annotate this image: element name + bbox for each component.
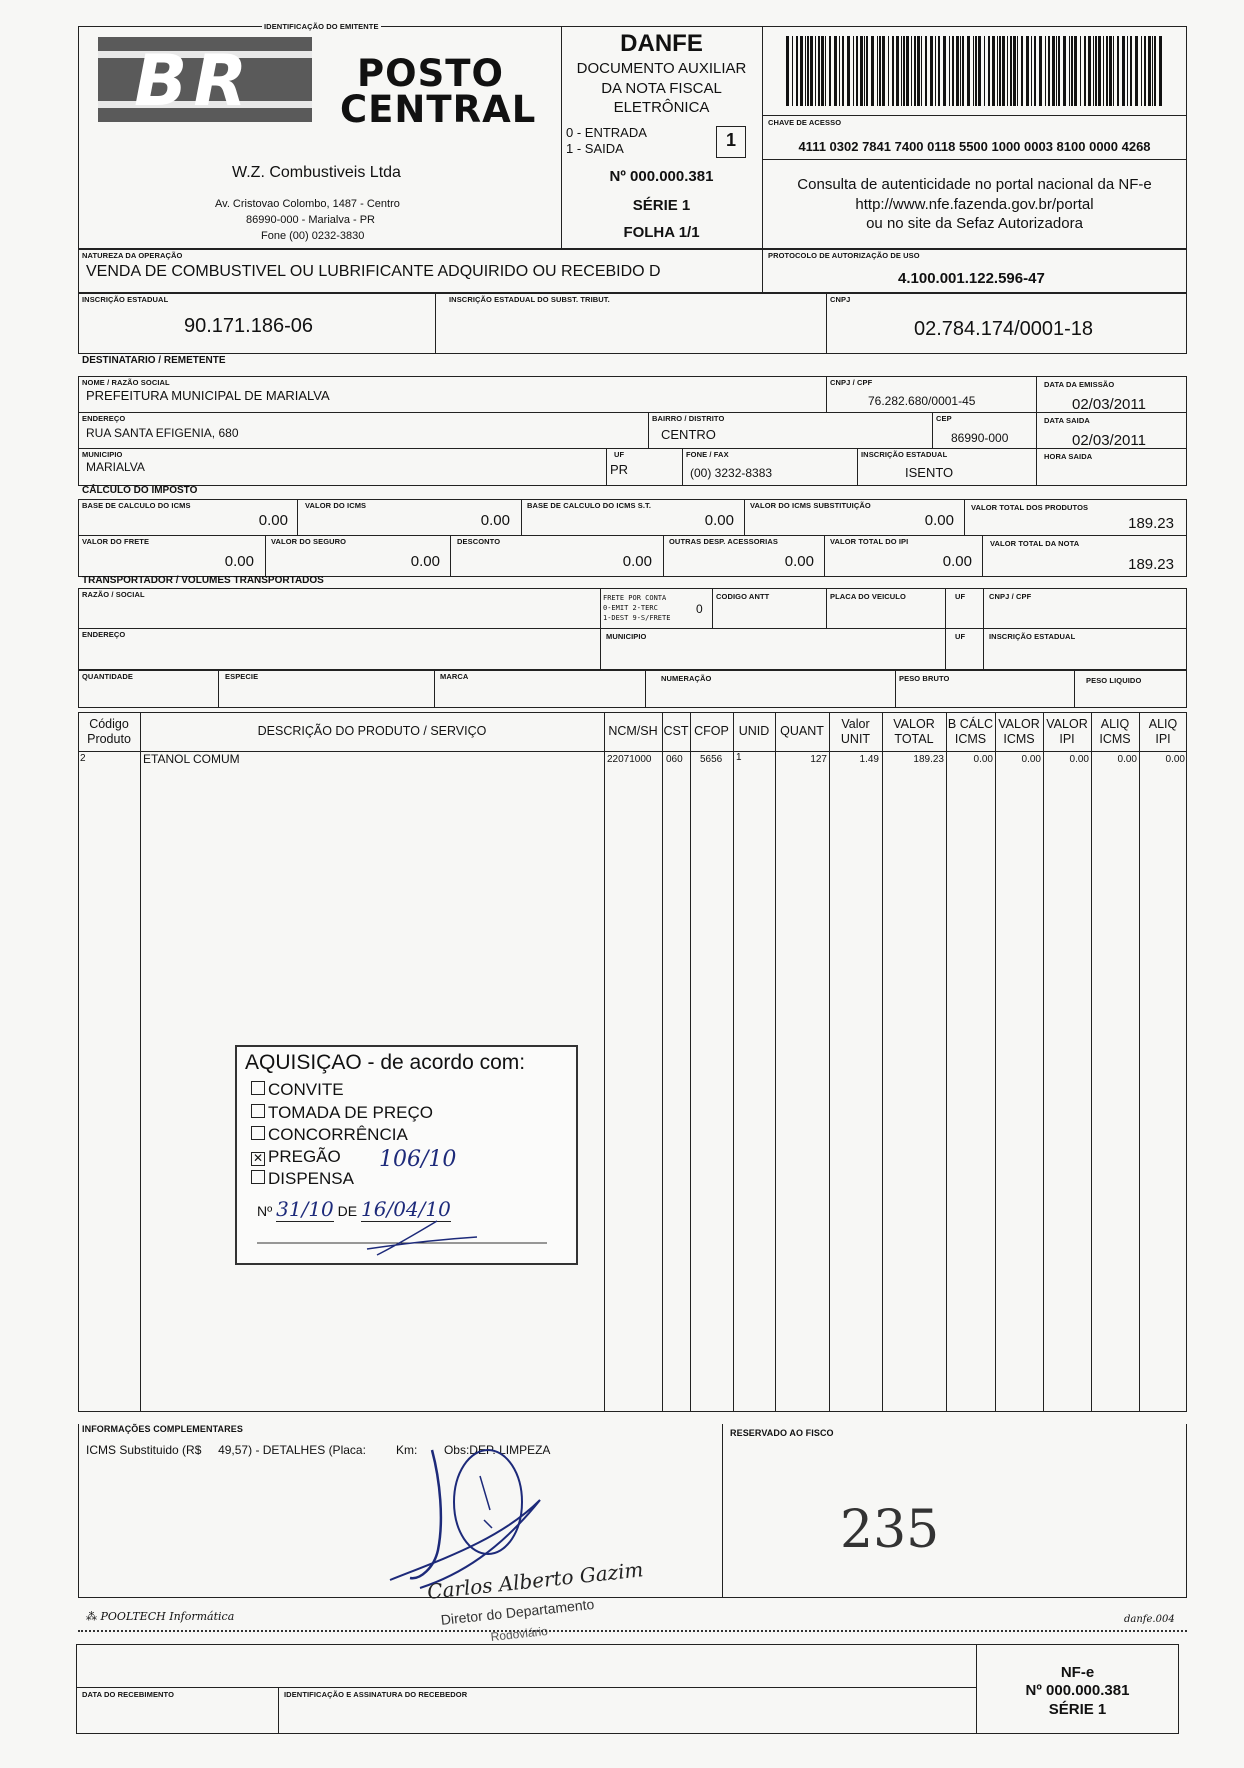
danfe-numero: Nº 000.000.381	[609, 168, 714, 185]
th-vicms: VALOR ICMS	[998, 717, 1040, 746]
barcode-bar	[853, 36, 854, 106]
barcode-bar	[1103, 36, 1104, 106]
barcode-bar	[921, 36, 922, 106]
barcode-bar	[973, 36, 974, 106]
outras: 0.00	[784, 553, 814, 570]
cell-codigo: 2	[80, 753, 86, 764]
barcode-bar	[818, 36, 820, 106]
dest-fone: (00) 3232-8383	[690, 466, 773, 480]
calculo-section: CÁLCULO DO IMPOSTO	[82, 485, 198, 496]
info-text: ICMS Substituido (R$ 49,57) - DETALHES (Placa: Km: Obs:DEP. LIMPEZA	[86, 1443, 551, 1457]
transp-uf-label: UF	[955, 592, 966, 601]
transp-razao-label: RAZÃO / SOCIAL	[82, 590, 145, 599]
barcode-bar	[866, 36, 868, 106]
barcode-bar	[839, 36, 840, 106]
ie-label: INSCRIÇÃO ESTADUAL	[82, 295, 169, 304]
dest-endereco-label: ENDEREÇO	[82, 414, 126, 423]
dest-municipio: MARIALVA	[86, 460, 145, 474]
barcode-bar	[997, 36, 998, 106]
consulta-line2: http://www.nfe.fazenda.gov.br/portal	[855, 196, 1094, 213]
frete-label: VALOR DO FRETE	[82, 537, 150, 546]
checkbox-icon	[251, 1104, 265, 1118]
barcode-bar	[1021, 36, 1023, 106]
fisco-handwritten: 235	[840, 1500, 940, 1560]
dest-cep: 86990-000	[951, 431, 1009, 445]
barcode-bar	[825, 36, 826, 106]
barcode-bar	[952, 36, 954, 106]
dest-cnpj: 76.282.680/0001-45	[868, 394, 976, 408]
cell-unid: 1	[736, 752, 742, 763]
barcode-bar	[1048, 36, 1050, 106]
protocolo-value: 4.100.001.122.596-47	[898, 270, 1045, 287]
barcode-bar	[1088, 36, 1091, 106]
danfe-subtitle-3: ELETRÔNICA	[613, 99, 710, 116]
th-ncm: NCM/SH	[608, 724, 658, 738]
destinatario-section: DESTINATARIO / REMETENTE	[82, 355, 226, 366]
barcode-bar	[903, 36, 905, 106]
signer-role-1: Diretor do Departamento	[440, 1595, 595, 1628]
cell-vunit: 1.49	[859, 754, 879, 765]
barcode-bar	[792, 36, 793, 106]
dest-nome: PREFEITURA MUNICIPAL DE MARIALVA	[86, 388, 330, 403]
barcode-bar	[1063, 36, 1066, 106]
barcode-bar	[911, 36, 912, 106]
barcode-bar	[1095, 36, 1097, 106]
consulta-line3: ou no site da Sefaz Autorizadora	[866, 215, 1083, 232]
barcode-bar	[1152, 36, 1153, 106]
dest-ie: ISENTO	[905, 465, 954, 480]
dest-cnpj-label: CNPJ / CPF	[830, 378, 873, 387]
dest-uf: PR	[610, 462, 629, 477]
logo-letters: BR	[134, 40, 254, 122]
barcode-bar	[1045, 36, 1046, 106]
barcode-bar	[988, 36, 990, 106]
danfe-title: DANFE	[620, 30, 703, 57]
dest-emissao: 02/03/2011	[1072, 396, 1146, 413]
seguro: 0.00	[410, 553, 440, 570]
dest-saida-label: DATA SAIDA	[1044, 416, 1090, 425]
signer-name: Carlos Alberto Gazim	[426, 1557, 645, 1604]
desconto: 0.00	[622, 553, 652, 570]
barcode-bar	[1127, 36, 1128, 106]
canhoto-numero: Nº 000.000.381	[1025, 1682, 1130, 1699]
stamp-ref: Nº 31/10 DE 16/04/10	[257, 1197, 451, 1221]
barcode-bar	[1056, 36, 1057, 106]
barcode-bar	[834, 36, 837, 106]
transp-ie-label: INSCRIÇÃO ESTADUAL	[989, 632, 1076, 641]
frete-conta-3: 1-DEST 9-S/FRETE	[603, 614, 671, 622]
transp-endereco-label: ENDEREÇO	[82, 630, 126, 639]
barcode-bar	[1106, 36, 1108, 106]
barcode-bar	[978, 36, 981, 106]
th-unid: UNID	[738, 724, 770, 738]
danfe-version: danfe.004	[1124, 1614, 1175, 1625]
th-quant: QUANT	[780, 724, 824, 738]
cell-descricao: ETANOL COMUM	[143, 752, 240, 766]
cell-cst: 060	[666, 754, 683, 765]
barcode-bar	[960, 36, 961, 106]
barcode-bar	[856, 36, 858, 106]
dest-cep-label: CEP	[936, 414, 952, 423]
barcode-bar	[1034, 36, 1036, 106]
barcode-bar	[1135, 36, 1138, 106]
barcode-bar	[877, 36, 878, 106]
barcode-bar	[1071, 36, 1073, 106]
stamp-option-concorrencia: CONCORRÊNCIA	[251, 1125, 408, 1145]
emitente-fone: Fone (00) 0232-3830	[261, 230, 365, 242]
dest-bairro-label: BAIRRO / DISTRITO	[652, 414, 725, 423]
barcode-bar	[1031, 36, 1032, 106]
barcode-bar	[935, 36, 936, 106]
barcode-bar	[1069, 36, 1070, 106]
barcode-bar	[888, 36, 889, 106]
cut-line	[78, 1630, 1187, 1632]
frete-conta-1: FRETE POR CONTA	[603, 594, 667, 602]
th-vtotal: VALOR TOTAL	[893, 717, 935, 746]
barcode-bar	[786, 36, 789, 106]
barcode-bar	[879, 36, 881, 106]
checked-box-icon: ✕	[252, 1151, 264, 1165]
canhoto-serie: SÉRIE 1	[1048, 1701, 1107, 1718]
dest-municipio-label: MUNICIPIO	[82, 450, 123, 459]
barcode-bar	[914, 36, 916, 106]
barcode-bar	[1080, 36, 1081, 106]
bruto-label: PESO BRUTO	[899, 674, 950, 683]
br-logo	[98, 37, 312, 122]
cnpj-value: 02.784.174/0001-18	[914, 318, 1094, 340]
dest-ie-label: INSCRIÇÃO ESTADUAL	[861, 450, 948, 459]
barcode-bar	[1113, 36, 1114, 106]
total-prod-label: VALOR TOTAL DOS PRODUTOS	[971, 503, 1089, 512]
barcode-bar	[992, 36, 995, 106]
barcode-bar	[925, 36, 927, 106]
th-descricao: DESCRIÇÃO DO PRODUTO / SERVIÇO	[257, 724, 487, 738]
especie-label: ESPECIE	[225, 672, 259, 681]
ie-value: 90.171.186-06	[184, 315, 314, 337]
total-nota-label: VALOR TOTAL DA NOTA	[990, 539, 1080, 548]
barcode-bar	[1109, 36, 1112, 106]
base-st: 0.00	[704, 512, 734, 529]
barcode-bar	[805, 36, 806, 106]
emitente-endereco: Av. Cristovao Colombo, 1487 - Centro	[215, 198, 400, 210]
marca-label: MARCA	[440, 672, 469, 681]
transp-municipio-label: MUNICIPIO	[606, 632, 647, 641]
emitente-razao: W.Z. Combustiveis Ltda	[232, 164, 401, 181]
ipi: 0.00	[942, 553, 972, 570]
base-st-label: BASE DE CALCULO DO ICMS S.T.	[527, 501, 652, 510]
barcode-bar	[815, 36, 816, 106]
qtd-label: QUANTIDADE	[82, 672, 133, 681]
barcode-bar	[1017, 36, 1018, 106]
barcode-bar	[1154, 36, 1156, 106]
th-codigo: Código Produto	[87, 717, 131, 746]
barcode-bar	[1058, 36, 1060, 106]
valor-st: 0.00	[924, 512, 954, 529]
frete-conta-2: 0-EMIT 2-TERC	[603, 604, 658, 612]
barcode-bar	[1052, 36, 1055, 106]
barcode-bar	[949, 36, 950, 106]
cell-vipi: 0.00	[1069, 754, 1089, 765]
danfe-subtitle-1: DOCUMENTO AUXILIAR	[576, 60, 747, 77]
barcode-bar	[847, 36, 850, 106]
signer-role-2: Rodoviário	[490, 1624, 549, 1644]
barcode-bar	[1117, 36, 1119, 106]
barcode-bar	[1148, 36, 1151, 106]
seguro-label: VALOR DO SEGURO	[271, 537, 347, 546]
cell-bcalc: 0.00	[973, 754, 993, 765]
th-aicms: ALIQ ICMS	[1099, 717, 1131, 746]
barcode-bar	[807, 36, 809, 106]
valor-st-label: VALOR DO ICMS SUBSTITUIÇÃO	[750, 501, 871, 510]
dest-nome-label: NOME / RAZÃO SOCIAL	[82, 378, 170, 387]
barcode-bar	[1013, 36, 1016, 106]
barcode-bar	[1093, 36, 1094, 106]
barcode-bar	[1007, 36, 1008, 106]
desconto-label: DESCONTO	[457, 537, 501, 546]
logo-name-1: POSTO	[357, 52, 504, 95]
antt-label: CODIGO ANTT	[716, 592, 770, 601]
recebedor-label: IDENTIFICAÇÃO E ASSINATURA DO RECEBEDOR	[284, 1690, 468, 1699]
barcode-bar	[1141, 36, 1142, 106]
barcode-bar	[1098, 36, 1101, 106]
cnpj-label: CNPJ	[830, 295, 851, 304]
th-aipi: ALIQ IPI	[1148, 717, 1178, 746]
barcode-bar	[1130, 36, 1132, 106]
barcode-bar	[1002, 36, 1005, 106]
frete: 0.00	[224, 553, 254, 570]
danfe-entrada: 0 - ENTRADA	[566, 125, 647, 140]
protocolo-label: PROTOCOLO DE AUTORIZAÇÃO DE USO	[768, 251, 920, 260]
placa-label: PLACA DO VEICULO	[830, 592, 906, 601]
canhoto-nfe: NF-e	[1060, 1664, 1095, 1681]
checkbox-icon	[251, 1081, 265, 1095]
fisco-label: RESERVADO AO FISCO	[730, 1428, 834, 1438]
barcode-bar	[871, 36, 874, 106]
software-credit: ⁂ POOLTECH Informática	[86, 1610, 235, 1623]
barcode-bar	[930, 36, 933, 106]
barcode-bar	[917, 36, 920, 106]
barcode-bar	[975, 36, 977, 106]
ie-st-label: INSCRIÇÃO ESTADUAL DO SUBST. TRIBUT.	[449, 295, 610, 304]
barcode-bar	[842, 36, 844, 106]
dest-saida: 02/03/2011	[1072, 432, 1146, 449]
transportador-section: TRANSPORTADOR / VOLUMES TRANSPORTADOS	[82, 575, 324, 586]
th-vipi: VALOR IPI	[1046, 717, 1088, 746]
stamp-option-dispensa: DISPENSA	[251, 1169, 354, 1189]
barcode-bar	[984, 36, 985, 106]
barcode-bar	[882, 36, 885, 106]
barcode-bar	[999, 36, 1001, 106]
barcode-bar	[810, 36, 813, 106]
total-prod: 189.23	[1128, 515, 1174, 532]
danfe-serie: SÉRIE 1	[632, 197, 691, 214]
cell-aicms: 0.00	[1117, 754, 1137, 765]
checkbox-icon	[251, 1126, 265, 1140]
barcode-bar	[1039, 36, 1042, 106]
danfe-tipo: 1	[725, 130, 736, 150]
barcode-bar	[943, 36, 946, 106]
barcode-bar	[962, 36, 964, 106]
total-nota: 189.23	[1128, 556, 1174, 573]
stamp-pregao-num: 106/10	[379, 1147, 457, 1172]
transp-cnpj-label: CNPJ / CPF	[989, 592, 1032, 601]
danfe-folha: FOLHA 1/1	[623, 224, 700, 241]
barcode-bar	[967, 36, 970, 106]
th-bcalc: B CÁLC ICMS	[947, 717, 994, 746]
dest-emissao-label: DATA DA EMISSÃO	[1044, 380, 1115, 389]
dest-hora-label: HORA SAIDA	[1044, 452, 1093, 461]
aquisicao-stamp	[235, 1045, 578, 1265]
barcode-bar	[892, 36, 894, 106]
stamp-title: AQUISIÇAO - de acordo com:	[245, 1051, 526, 1074]
dest-endereco: RUA SANTA EFIGENIA, 680	[86, 426, 239, 440]
danfe-saida: 1 - SAIDA	[566, 141, 624, 156]
stamp-option-pregao: ✕ PREGÃO	[252, 1147, 341, 1166]
stamp-signature	[247, 1215, 567, 1259]
chave-value: 4111 0302 7841 7400 0118 5500 1000 0003 8100 0000 4268	[798, 139, 1151, 154]
emitente-cidade: 86990-000 - Marialva - PR	[246, 214, 376, 226]
natureza-value: VENDA DE COMBUSTIVEL OU LUBRIFICANTE ADQUIRIDO OU RECEBIDO D	[86, 263, 661, 280]
outras-label: OUTRAS DESP. ACESSORIAS	[669, 537, 778, 546]
recebimento-label: DATA DO RECEBIMENTO	[82, 1690, 175, 1699]
barcode-bar	[821, 36, 824, 106]
valor-icms-label: VALOR DO ICMS	[305, 501, 367, 510]
dest-fone-label: FONE / FAX	[686, 450, 729, 459]
dest-bairro: CENTRO	[661, 427, 716, 442]
th-vunit: Valor UNIT	[840, 717, 871, 746]
cell-cfop: 5656	[700, 754, 723, 765]
consulta-line1: Consulta de autenticidade no portal nacional da NF-e	[797, 176, 1152, 193]
barcode-bar	[1159, 36, 1162, 106]
barcode-bar	[901, 36, 902, 106]
checkbox-icon	[251, 1170, 265, 1184]
barcode-bar	[896, 36, 899, 106]
barcode-bar	[860, 36, 863, 106]
chave-label: CHAVE DE ACESSO	[768, 118, 842, 127]
cell-ncm: 22071000	[607, 754, 652, 765]
barcode	[786, 36, 1166, 106]
liquido-label: PESO LIQUIDO	[1086, 676, 1142, 685]
barcode-bar	[796, 36, 798, 106]
barcode-bar	[800, 36, 803, 106]
stamp-option-tomada: TOMADA DE PREÇO	[251, 1103, 433, 1123]
info-label: INFORMAÇÕES COMPLEMENTARES	[82, 1424, 243, 1434]
numeracao-label: NUMERAÇÃO	[661, 674, 712, 683]
barcode-bar	[956, 36, 959, 106]
barcode-bar	[1074, 36, 1077, 106]
natureza-label: NATUREZA DA OPERAÇÃO	[82, 251, 183, 260]
cell-quant: 127	[810, 754, 827, 765]
logo-name-2: CENTRAL	[340, 88, 537, 131]
cell-vicms: 0.00	[1021, 754, 1041, 765]
dest-uf-label: UF	[614, 450, 625, 459]
valor-icms: 0.00	[480, 512, 510, 529]
base-icms-label: BASE DE CALCULO DO ICMS	[82, 501, 191, 510]
barcode-bar	[1010, 36, 1012, 106]
frete-conta-value: 0	[696, 602, 703, 616]
barcode-bar	[1144, 36, 1146, 106]
software-icon: ⁂	[86, 1610, 97, 1623]
cell-vtotal: 189.23	[913, 754, 944, 765]
barcode-bar	[938, 36, 940, 106]
th-cst: CST	[663, 724, 689, 738]
cell-aipi: 0.00	[1165, 754, 1185, 765]
emitente-label: IDENTIFICAÇÃO DO EMITENTE	[264, 22, 379, 31]
barcode-bar	[1084, 36, 1086, 106]
base-icms: 0.00	[258, 512, 288, 529]
transp-uf2-label: UF	[955, 632, 966, 641]
danfe-subtitle-2: DA NOTA FISCAL	[601, 80, 722, 97]
barcode-bar	[864, 36, 865, 106]
barcode-bar	[1122, 36, 1125, 106]
barcode-bar	[1026, 36, 1029, 106]
stamp-option-convite: CONVITE	[251, 1080, 344, 1100]
th-cfop: CFOP	[694, 724, 729, 738]
barcode-bar	[829, 36, 831, 106]
ipi-label: VALOR TOTAL DO IPI	[830, 537, 909, 546]
barcode-bar	[906, 36, 909, 106]
